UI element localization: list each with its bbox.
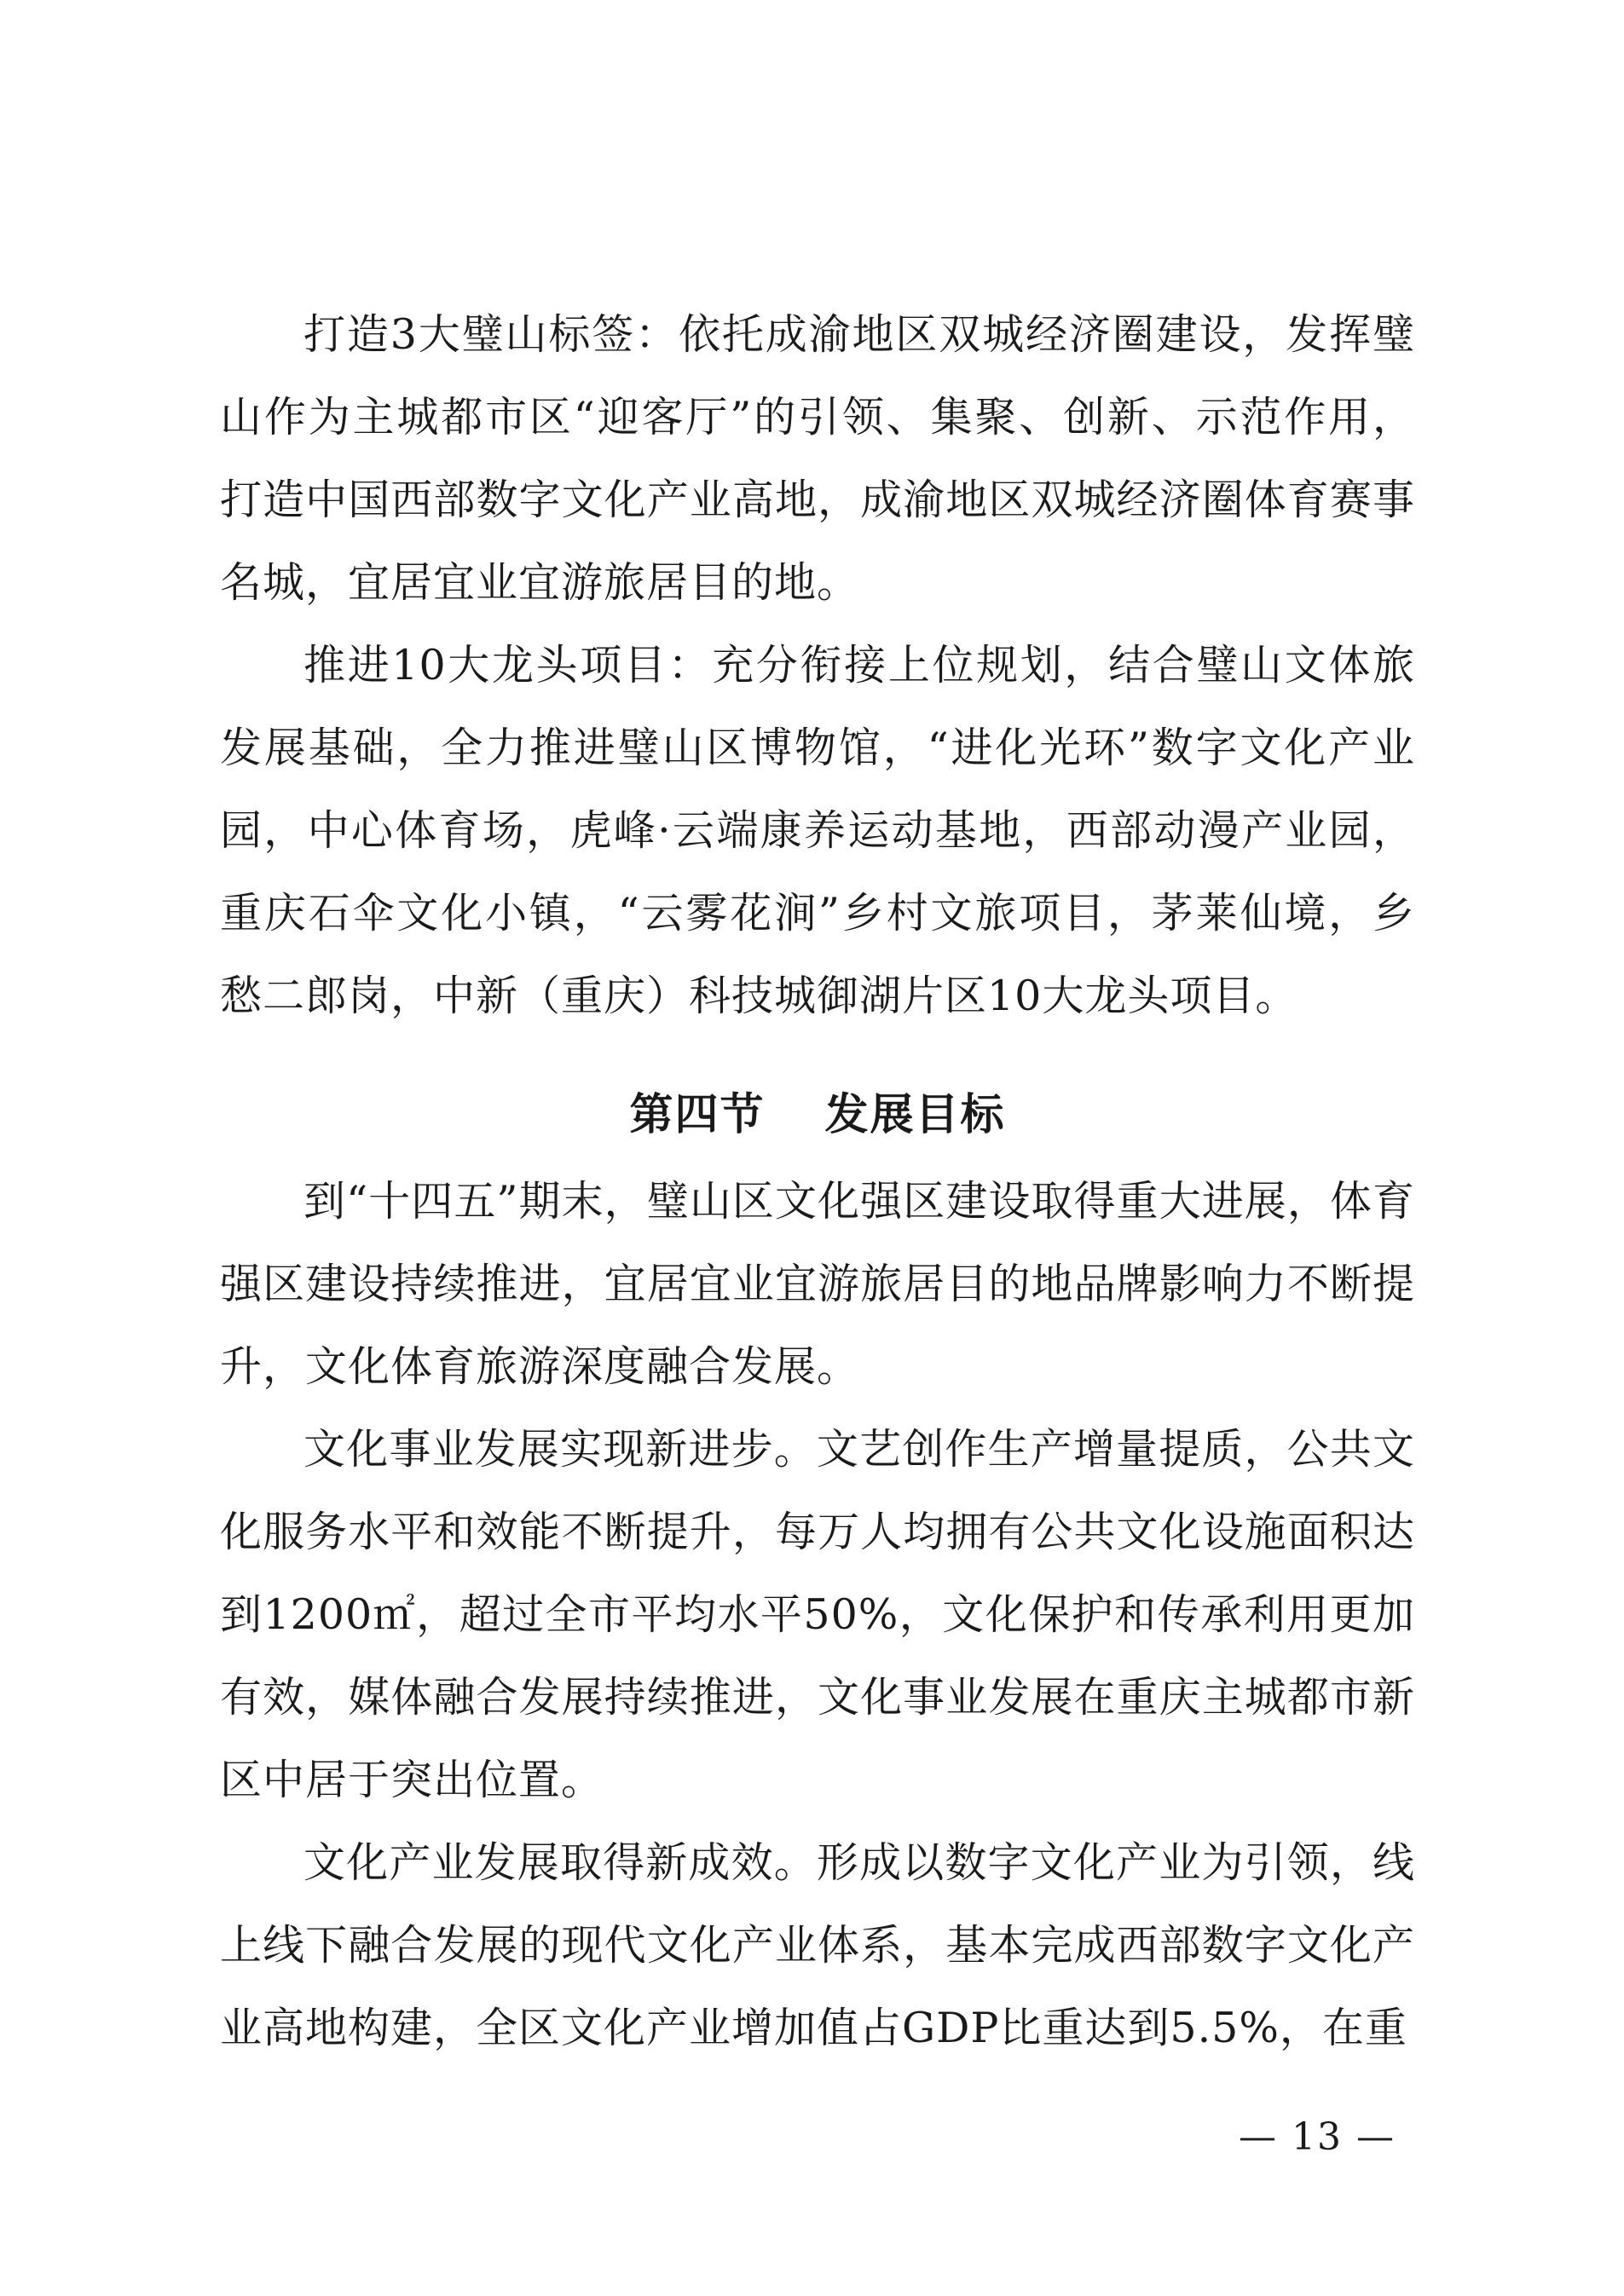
section-heading [220,1074,1415,1157]
page-number: — 13 — [1239,2115,1396,2159]
section-title: 发展目标 [824,1089,1006,1140]
paragraph-cultural-industry: 文化产业发展取得新成效。形成以数字文化产业为引领，线上线下融合发展的现代文化产业体系，基本完成西部数字文化产业高地构建，全区文化产业增加值占GDP比重达到5.5%，在重 [220,1838,1415,2052]
paragraph-projects: 推进10大龙头项目：充分衔接上位规划，结合璧山文体旅发展基础，全力推进璧山区博物馆，“进化光环”数字文化产业园，中心体育场，虎峰·云端康养运动基地，西部动漫产业园，重庆石伞文化小镇，“云雾花涧”乡村文旅项目，茅莱仙境，乡愁二郎岗，中新（重庆）科技城御湖片区10大龙头项目。 [220,641,1415,1020]
paragraph-goal-overview: 到“十四五”期末，璧山区文化强区建设取得重大进展，体育强区建设持续推进，宜居宜业宜游旅居目的地品牌影响力不断提升，文化体育旅游深度融合发展。 [220,1177,1415,1391]
section-number: 第四节 [629,1089,766,1140]
paragraph-cultural-undertakings: 文化事业发展实现新进步。文艺创作生产增量提质，公共文化服务水平和效能不断提升，每万人均拥有公共文化设施面积达到1200㎡，超过全市平均水平50%，文化保护和传承利用更加有效，媒体融合发展持续推进，文化事业发展在重庆主城都市新区中居于突出位置。 [220,1425,1415,1804]
paragraph-labels: 打造3大璧山标签：依托成渝地区双城经济圈建设，发挥璧山作为主城都市区“迎客厅”的引领、集聚、创新、示范作用，打造中国西部数字文化产业高地，成渝地区双城经济圈体育赛事名城，宜居宜业宜游旅居目的地。 [220,310,1415,607]
